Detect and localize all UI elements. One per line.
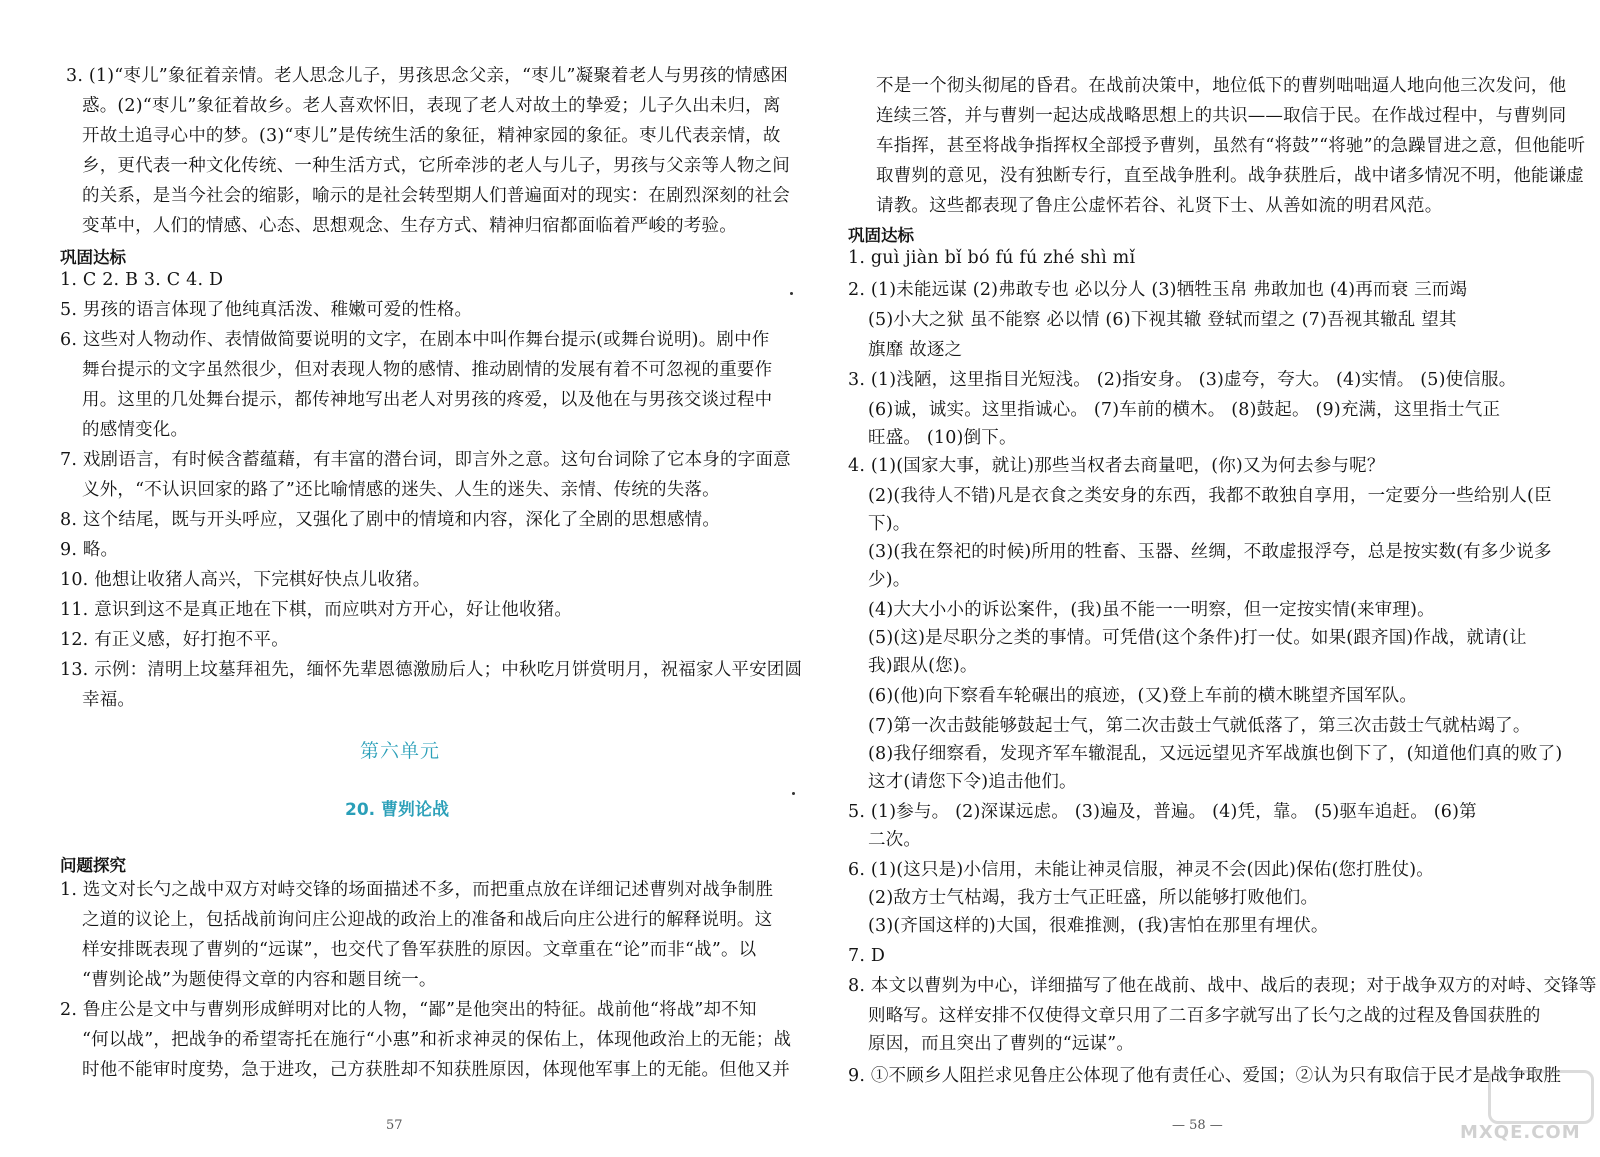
consolidate-heading: 巩固达标 (60, 248, 126, 267)
explore-cont-line: 请教。这些都表现了鲁庄公虚怀若谷、礼贤下士、从善如流的明君风范。 (876, 196, 1443, 216)
answer-line: 9. ①不顾乡人阻拦求见鲁庄公体现了他有责任心、爱国；②认为只有取信于民才是战争取胜 (848, 1066, 1562, 1086)
answer-line: 原因，而且突出了曹刿的“远谋”。 (868, 1034, 1135, 1054)
answer-line: (8)我仔细察看，发现齐军车辙混乱，又远远望见齐军战旗也倒下了，(知道他们真的败了) (868, 744, 1563, 764)
answer-line: 8. 本文以曹刿为中心，详细描写了他在战前、战中、战后的表现；对于战争双方的对峙、交锋等 (848, 976, 1597, 996)
watermark-logo (1460, 1070, 1590, 1150)
answer-line: 12. 有正义感，好打抱不平。 (60, 630, 289, 650)
answer-3-line-4: 乡，更代表一种文化传统、一种生活方式，它所牵涉的老人与儿子，男孩与父亲等人物之间 (82, 156, 790, 176)
answer-line: 下)。 (868, 514, 911, 534)
answer-line: (7)第一次击鼓能够鼓起士气，第二次击鼓士气就低落了，第三次击鼓士气就枯竭了。 (868, 716, 1531, 736)
answer-line: 9. 略。 (60, 540, 119, 560)
page-number: 57 (386, 1118, 403, 1133)
answer-line: 4. (1)(国家大事，就让)那些当权者去商量吧，(你)又为何去参与呢？ (848, 456, 1385, 476)
margin-dot (790, 292, 793, 295)
answer-line: 旺盛。 (10)倒下。 (868, 428, 1017, 448)
answer-3-line-6: 变革中，人们的情感、心态、思想观念、生存方式、精神归宿都面临着严峻的考验。 (82, 216, 737, 236)
unit-title: 第六单元 (360, 740, 441, 762)
watermark-badge-icon (1488, 1070, 1594, 1124)
lesson-title: 20. 曹刿论战 (345, 800, 450, 820)
answer-line: 这才(请您下令)追击他们。 (868, 772, 1077, 792)
answer-line: 则略写。这样安排不仅使得文章只用了二百多字就写出了长勺之战的过程及鲁国获胜的 (868, 1006, 1541, 1026)
answer-line: 二次。 (868, 830, 922, 850)
answer-line: 我)跟从(您)。 (868, 656, 978, 676)
explore-line: “曹刿论战”为题使得文章的内容和题目统一。 (82, 970, 437, 990)
explore-line: 2. 鲁庄公是文中与曹刿形成鲜明对比的人物，“鄙”是他突出的特征。战前他“将战”却不知 (60, 1000, 757, 1020)
answer-line: 8. 这个结尾，既与开头呼应，又强化了剧中的情境和内容，深化了全剧的思想感情。 (60, 510, 721, 530)
answer-line: 6. (1)(这只是)小信用，未能让神灵信服，神灵不会(因此)保佑(您打胜仗)。 (848, 860, 1435, 880)
answer-line: 3. (1)浅陋，这里指目光短浅。 (2)指安身。 (3)虚夸，夸大。 (4)实情。 (5)使信服。 (848, 370, 1517, 390)
answer-line: 1. guì jiàn bǐ bó fú fú zhé shì mǐ (848, 248, 1136, 268)
watermark-text: MXQE.COM (1460, 1122, 1581, 1143)
explore-line: “何以战”，把战争的希望寄托在施行“小惠”和祈求神灵的保佑上，体现他政治上的无能；战 (82, 1030, 792, 1050)
answer-line: (3)(齐国这样的)大国，很难推测，(我)害怕在那里有埋伏。 (868, 916, 1329, 936)
answer-line: 用。这里的几处舞台提示，都传神地写出老人对男孩的疼爱，以及他在与男孩交谈过程中 (82, 390, 773, 410)
explore-cont-line: 取曹刿的意见，没有独断专行，直至战争胜利。战争获胜后，战中诸多情况不明，他能谦虚 (876, 166, 1584, 186)
answer-line: 11. 意识到这不是真正地在下棋，而应哄对方开心，好让他收猪。 (60, 600, 573, 620)
explore-heading: 问题探究 (60, 856, 126, 875)
answer-line: 13. 示例：清明上坟墓拜祖先，缅怀先辈恩德激励后人；中秋吃月饼赏明月，祝福家人平安团圆 (60, 660, 803, 680)
answer-line: 少)。 (868, 570, 911, 590)
answer-line: (3)(我在祭祀的时候)所用的牲畜、玉器、丝绸，不敢虚报浮夸，总是按实数(有多少说多 (868, 542, 1552, 562)
explore-line: 样安排既表现了曹刿的“远谋”，也交代了鲁军获胜的原因。文章重在“论”而非“战”。以 (82, 940, 757, 960)
explore-line: 1. 选文对长勺之战中双方对峙交锋的场面描述不多，而把重点放在详细记述曹刿对战争制胜 (60, 880, 774, 900)
page-number: — 58 — (1172, 1118, 1223, 1133)
answer-line: 5. 男孩的语言体现了他纯真活泼、稚嫩可爱的性格。 (60, 300, 473, 320)
answer-line: 7. 戏剧语言，有时候含蓄蕴藉，有丰富的潜台词，即言外之意。这句台词除了它本身的字面意 (60, 450, 791, 470)
answer-3-line-5: 的关系，是当今社会的缩影，喻示的是社会转型期人们普遍面对的现实：在剧烈深刻的社会 (82, 186, 790, 206)
answer-line: (2)(我待人不错)凡是衣食之类安身的东西，我都不敢独自享用，一定要分一些给别人(臣 (868, 486, 1552, 506)
right-page (800, 0, 1600, 1157)
answer-line: 7. D (848, 946, 886, 966)
explore-cont-line: 车指挥，甚至将战争指挥权全部授予曹刿，虽然有“将鼓”“将驰”的急躁冒进之意，但他能听 (876, 136, 1586, 156)
explore-line: 之道的议论上，包括战前询问庄公迎战的政治上的准备和战后向庄公进行的解释说明。这 (82, 910, 773, 930)
margin-dot (792, 792, 795, 795)
answer-line: (2)敌方士气枯竭，我方士气正旺盛，所以能够打败他们。 (868, 888, 1319, 908)
answer-line: 10. 他想让收猪人高兴，下完棋好快点儿收猪。 (60, 570, 431, 590)
answer-3-line-2: 惑。(2)“枣儿”象征着故乡。老人喜欢怀旧，表现了老人对故土的挚爱；儿子久出未归，离 (82, 96, 781, 116)
explore-line: 时他不能审时度势，急于进攻，己方获胜却不知获胜原因，体现他军事上的无能。但他又并 (82, 1060, 790, 1080)
explore-cont-line: 不是一个彻头彻尾的昏君。在战前决策中，地位低下的曹刿咄咄逼人地向他三次发问，他 (876, 76, 1567, 96)
answer-line: (6)(他)向下察看车轮碾出的痕迹，(又)登上车前的横木眺望齐国军队。 (868, 686, 1418, 706)
answer-line: (6)诚，诚实。这里指诚心。 (7)车前的横木。 (8)鼓起。 (9)充满，这里指士气正 (868, 400, 1501, 420)
answer-line: (4)大大小小的诉讼案件，(我)虽不能一一明察，但一定按实情(来审理)。 (868, 600, 1435, 620)
answer-3-line-3: 开故土追寻心中的梦。(3)“枣儿”是传统生活的象征，精神家园的象征。枣儿代表亲情，故 (82, 126, 781, 146)
answer-line: 义外，“不认识回家的路了”还比喻情感的迷失、人生的迷失、亲情、传统的失落。 (82, 480, 720, 500)
answer-line: 的感情变化。 (82, 420, 189, 440)
answer-line: 旗靡 故逐之 (868, 340, 963, 360)
answer-3-line-1: 3. (1)“枣儿”象征着亲情。老人思念儿子，男孩思念父亲，“枣儿”凝聚着老人与男孩的情感困 (66, 66, 789, 86)
answer-line: 舞台提示的文字虽然很少，但对表现人物的感情、推动剧情的发展有着不可忽视的重要作 (82, 360, 773, 380)
answer-line: 幸福。 (82, 690, 136, 710)
answer-line: 5. (1)参与。 (2)深谋远虑。 (3)遍及，普遍。 (4)凭，靠。 (5)驱车追赶。 (6)第 (848, 802, 1477, 822)
answer-line: (5)(这)是尽职分之类的事情。可凭借(这个条件)打一仗。如果(跟齐国)作战，就请(让 (868, 628, 1527, 648)
explore-cont-line: 连续三答，并与曹刿一起达成战略思想上的共识——取信于民。在作战过程中，与曹刿同 (876, 106, 1567, 126)
answer-line: 2. (1)未能远谋 (2)弗敢专也 必以分人 (3)牺牲玉帛 弗敢加也 (4)再而衰 三而竭 (848, 280, 1468, 300)
answer-line: 1. C 2. B 3. C 4. D (60, 270, 224, 290)
answer-line: 6. 这些对人物动作、表情做简要说明的文字，在剧本中叫作舞台提示(或舞台说明)。剧中作 (60, 330, 770, 350)
consolidate-heading: 巩固达标 (848, 226, 914, 245)
answer-line: (5)小大之狱 虽不能察 必以情 (6)下视其辙 登轼而望之 (7)吾视其辙乱 望其 (868, 310, 1457, 330)
